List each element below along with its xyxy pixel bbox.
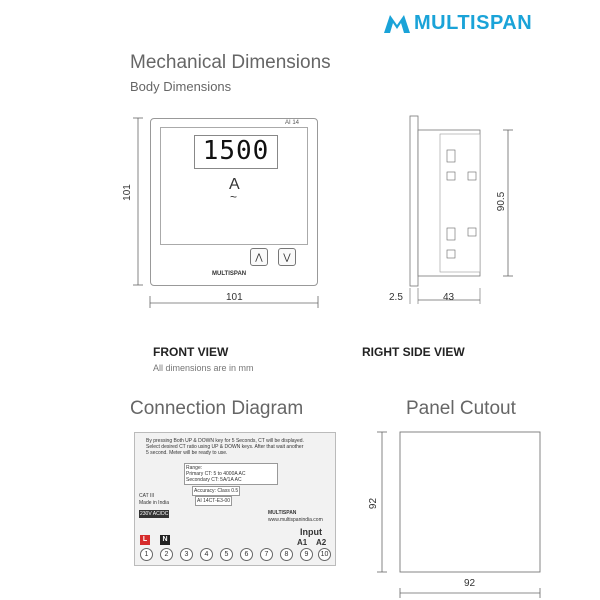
- note-line: Select desired CT ratio using UP & DOWN keys. After that wait another: [146, 444, 304, 450]
- note-line: 5 second. Meter will be ready to use.: [146, 450, 228, 456]
- website: www.multispanindia.com: [268, 517, 323, 523]
- ct-setting-note: [146, 438, 330, 456]
- note-line: By pressing Both UP & DOWN key for 5 Seconds, CT will be displayed.: [146, 438, 304, 444]
- accuracy-box: Accuracy: Class 0.5: [194, 488, 239, 494]
- terminal: 1: [140, 548, 153, 561]
- front-height-dimension: 101: [121, 184, 133, 201]
- down-button[interactable]: ⋁: [278, 248, 296, 266]
- input-term-a2: A2: [316, 538, 327, 547]
- neutral-terminal-badge: N: [160, 535, 170, 545]
- brand-name: MULTISPAN: [414, 12, 533, 34]
- up-button[interactable]: ⋀: [250, 248, 268, 266]
- cat-rating: CAT III: [139, 493, 155, 499]
- model-code-box: AI 14CT-E3-00: [197, 498, 231, 504]
- connection-brand-small: MULTISPAN: [268, 510, 297, 516]
- terminal: 4: [200, 548, 213, 561]
- made-in: Made in India: [139, 500, 170, 506]
- terminal: 2: [160, 548, 173, 561]
- input-label: Input: [300, 527, 322, 537]
- cutout-width-dimension: 92: [464, 578, 476, 589]
- units-note: All dimensions are in mm: [153, 363, 254, 373]
- body-dimensions-subtitle: Body Dimensions: [130, 79, 232, 94]
- panel-cutout-title: Panel Cutout: [406, 398, 516, 419]
- side-view-label: RIGHT SIDE VIEW: [362, 345, 465, 359]
- brand-logo: [384, 12, 532, 35]
- panel-cutout-drawing: [370, 425, 560, 600]
- input-term-a1: A1: [297, 538, 308, 547]
- range-box: [184, 463, 278, 485]
- cutout-height-dimension: 92: [368, 497, 380, 510]
- terminal: 5: [220, 548, 233, 561]
- range-primary: Primary CT: 5 to 4000A AC: [186, 471, 246, 477]
- display-reading: 1500: [194, 135, 278, 169]
- mechanical-dimensions-title: Mechanical Dimensions: [130, 52, 331, 73]
- terminal: 7: [260, 548, 273, 561]
- side-bezel-dimension: 2.5: [389, 292, 403, 303]
- range-label: Range:: [186, 465, 203, 471]
- front-view-label: FRONT VIEW: [153, 345, 229, 359]
- connection-diagram-title: Connection Diagram: [130, 398, 304, 419]
- front-width-dimension: 101: [226, 292, 243, 303]
- unit-label: A: [229, 176, 240, 193]
- multispan-logo-icon: [384, 15, 410, 33]
- model-tag: AI 14: [285, 120, 300, 126]
- aux-supply-box: 230V AC/DC: [140, 511, 169, 517]
- range-secondary: Secondary CT: 5A/1A AC: [186, 477, 242, 483]
- terminal: 3: [180, 548, 193, 561]
- side-depth-dimension: 43: [443, 292, 455, 303]
- ac-symbol: ~: [230, 190, 238, 204]
- terminal: 10: [318, 548, 331, 561]
- terminal: 9: [300, 548, 313, 561]
- side-height-dimension: 90.5: [496, 191, 508, 212]
- terminal: 8: [280, 548, 293, 561]
- terminal: 6: [240, 548, 253, 561]
- line-terminal-badge: L: [140, 535, 150, 545]
- front-brand-small: MULTISPAN: [212, 271, 247, 277]
